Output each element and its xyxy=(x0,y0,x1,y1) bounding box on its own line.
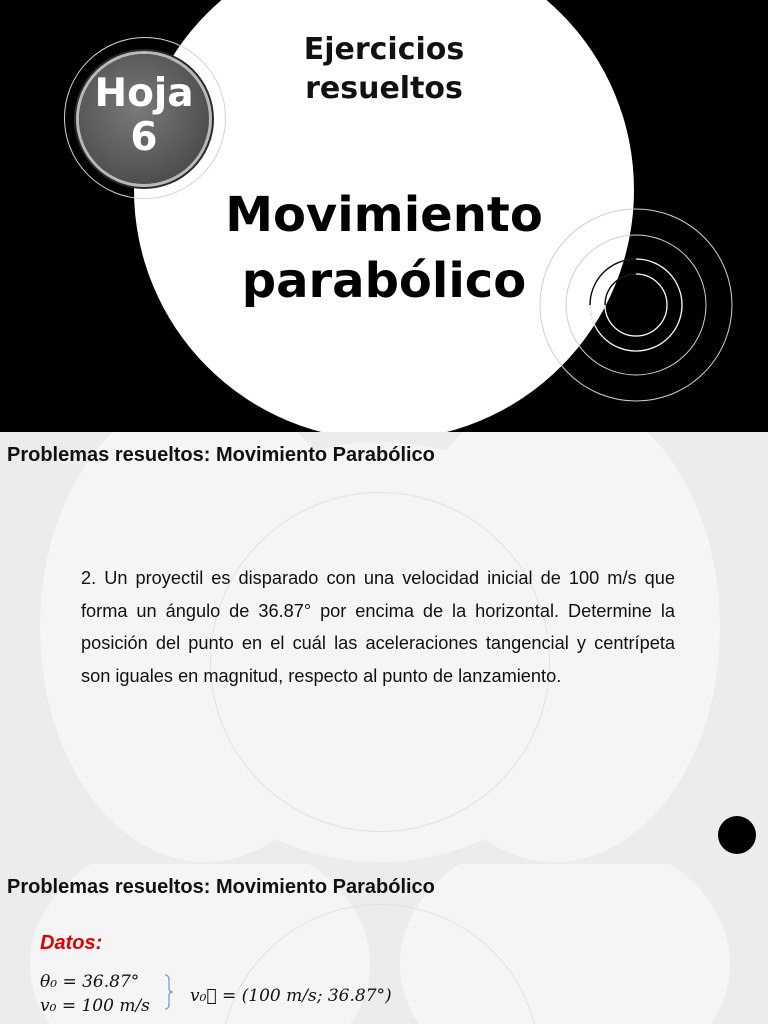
black-dot-decoration xyxy=(718,816,756,854)
hoja-label xyxy=(79,72,209,159)
vector-equation: v₀⃗ = (100 m/s; 36.87°) xyxy=(190,986,392,1006)
subtitle-line2: resueltos xyxy=(305,71,463,106)
v0-equation: v₀ = 100 m/s xyxy=(40,996,150,1016)
title-line1: Movimiento xyxy=(225,187,543,243)
title-line2: parabólico xyxy=(241,253,527,310)
cover-subtitle xyxy=(234,30,534,108)
datos-label: Datos: xyxy=(40,932,103,954)
right-brace-icon xyxy=(164,974,174,1010)
cover-slide xyxy=(0,0,768,432)
slide-header: Problemas resueltos: Movimiento Parabólico xyxy=(7,444,435,466)
problem-text: 2. Un proyectil es disparado con una velocidad inicial de 100 m/s que forma un ángulo de 36.87° por encima de la horizontal. Determine la posición del punto en el cuál las aceleraciones tangencial y centrípeta son iguales en magnitud, respecto al punto de lanzamiento. xyxy=(81,568,675,686)
data-slide xyxy=(0,864,768,1024)
hoja-line1: Hoja xyxy=(94,71,194,116)
cover-title xyxy=(134,182,634,314)
subtitle-line1: Ejercicios xyxy=(303,32,465,67)
slide-header: Problemas resueltos: Movimiento Parabólico xyxy=(7,876,435,898)
hoja-line2: 6 xyxy=(130,114,158,160)
theta-equation: θ₀ = 36.87° xyxy=(40,972,140,992)
problem-slide xyxy=(0,432,768,864)
